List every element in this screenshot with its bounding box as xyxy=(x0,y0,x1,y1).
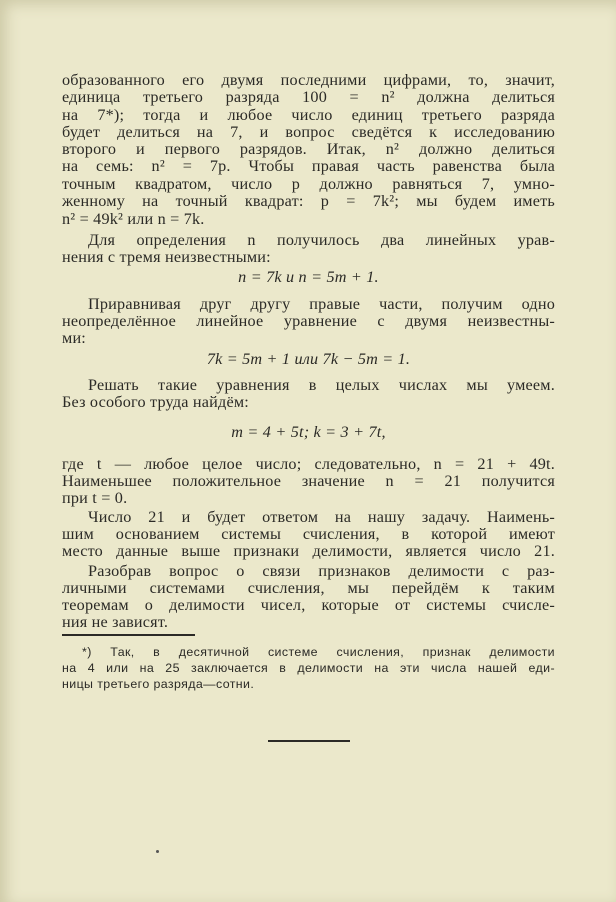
text-line: Для определения n получилось два линейных урав- xyxy=(88,231,555,249)
text-line: n² = 49k² или n = 7k. xyxy=(62,210,205,228)
text-line: женному на точный квадрат: p = 7k²; мы будем иметь xyxy=(62,192,555,210)
equation-line: 7k = 5m + 1 или 7k − 5m = 1. xyxy=(206,350,411,368)
text-line: второго и первого разрядов. Итак, n² должно делиться xyxy=(62,140,555,158)
text-line: единица третьего разряда 100 = n² должна делиться xyxy=(62,88,555,106)
footnote-line: ницы третьего разряда—сотни. xyxy=(62,677,255,691)
text-line: Без особого труда найдём: xyxy=(62,393,249,411)
footnote-line: на 4 или на 25 заключается в делимости на эти числа нашей еди- xyxy=(62,661,555,675)
text-line: ми: xyxy=(62,329,87,347)
text-line: Разобрав вопрос о связи признаков делимости с раз- xyxy=(88,562,555,580)
text-line: точным квадратом, число p должно равняться 7, умно- xyxy=(62,175,555,193)
text-line: нения с тремя неизвестными: xyxy=(62,248,271,266)
text-line: на 7*); тогда и любое число единиц третьего разряда xyxy=(62,106,555,124)
text-line: где t — любое целое число; следовательно, n = 21 + 49t. xyxy=(62,455,555,473)
text-line: шим основанием системы счисления, в которой имеют xyxy=(62,525,555,543)
text-line: на семь: n² = 7p. Чтобы правая часть равенства была xyxy=(62,157,555,175)
equation-line: n = 7k и n = 5m + 1. xyxy=(238,268,379,286)
text-line: Приравнивая друг другу правые части, получим одно xyxy=(88,295,555,313)
text-line: Число 21 и будет ответом на нашу задачу. Наимень- xyxy=(88,508,555,526)
text-line: ния не зависят. xyxy=(62,613,169,631)
footnote-separator xyxy=(62,634,195,636)
text-line: неопределённое линейное уравнение с двумя неизвестны- xyxy=(62,312,555,330)
text-line: будет делиться на 7, и вопрос сведётся к исследованию xyxy=(62,123,555,141)
text-line: при t = 0. xyxy=(62,489,128,507)
text-line: Наименьшее положительное значение n = 21 получится xyxy=(62,472,555,490)
text-line: личными системами счисления, мы перейдём к таким xyxy=(62,579,555,597)
section-end-rule xyxy=(268,740,350,742)
text-line: теоремам о делимости чисел, которые от системы счисле- xyxy=(62,596,555,614)
text-line: образованного его двумя последними цифрами, то, значит, xyxy=(62,71,555,89)
text-line: место данные выше признаки делимости, является число 21. xyxy=(62,542,555,560)
equation-line: m = 4 + 5t; k = 3 + 7t, xyxy=(231,423,386,441)
page-speck xyxy=(156,850,159,853)
text-line: Решать такие уравнения в целых числах мы умеем. xyxy=(88,376,555,394)
footnote-line: *) Так, в десятичной системе счисления, признак делимости xyxy=(82,645,555,659)
